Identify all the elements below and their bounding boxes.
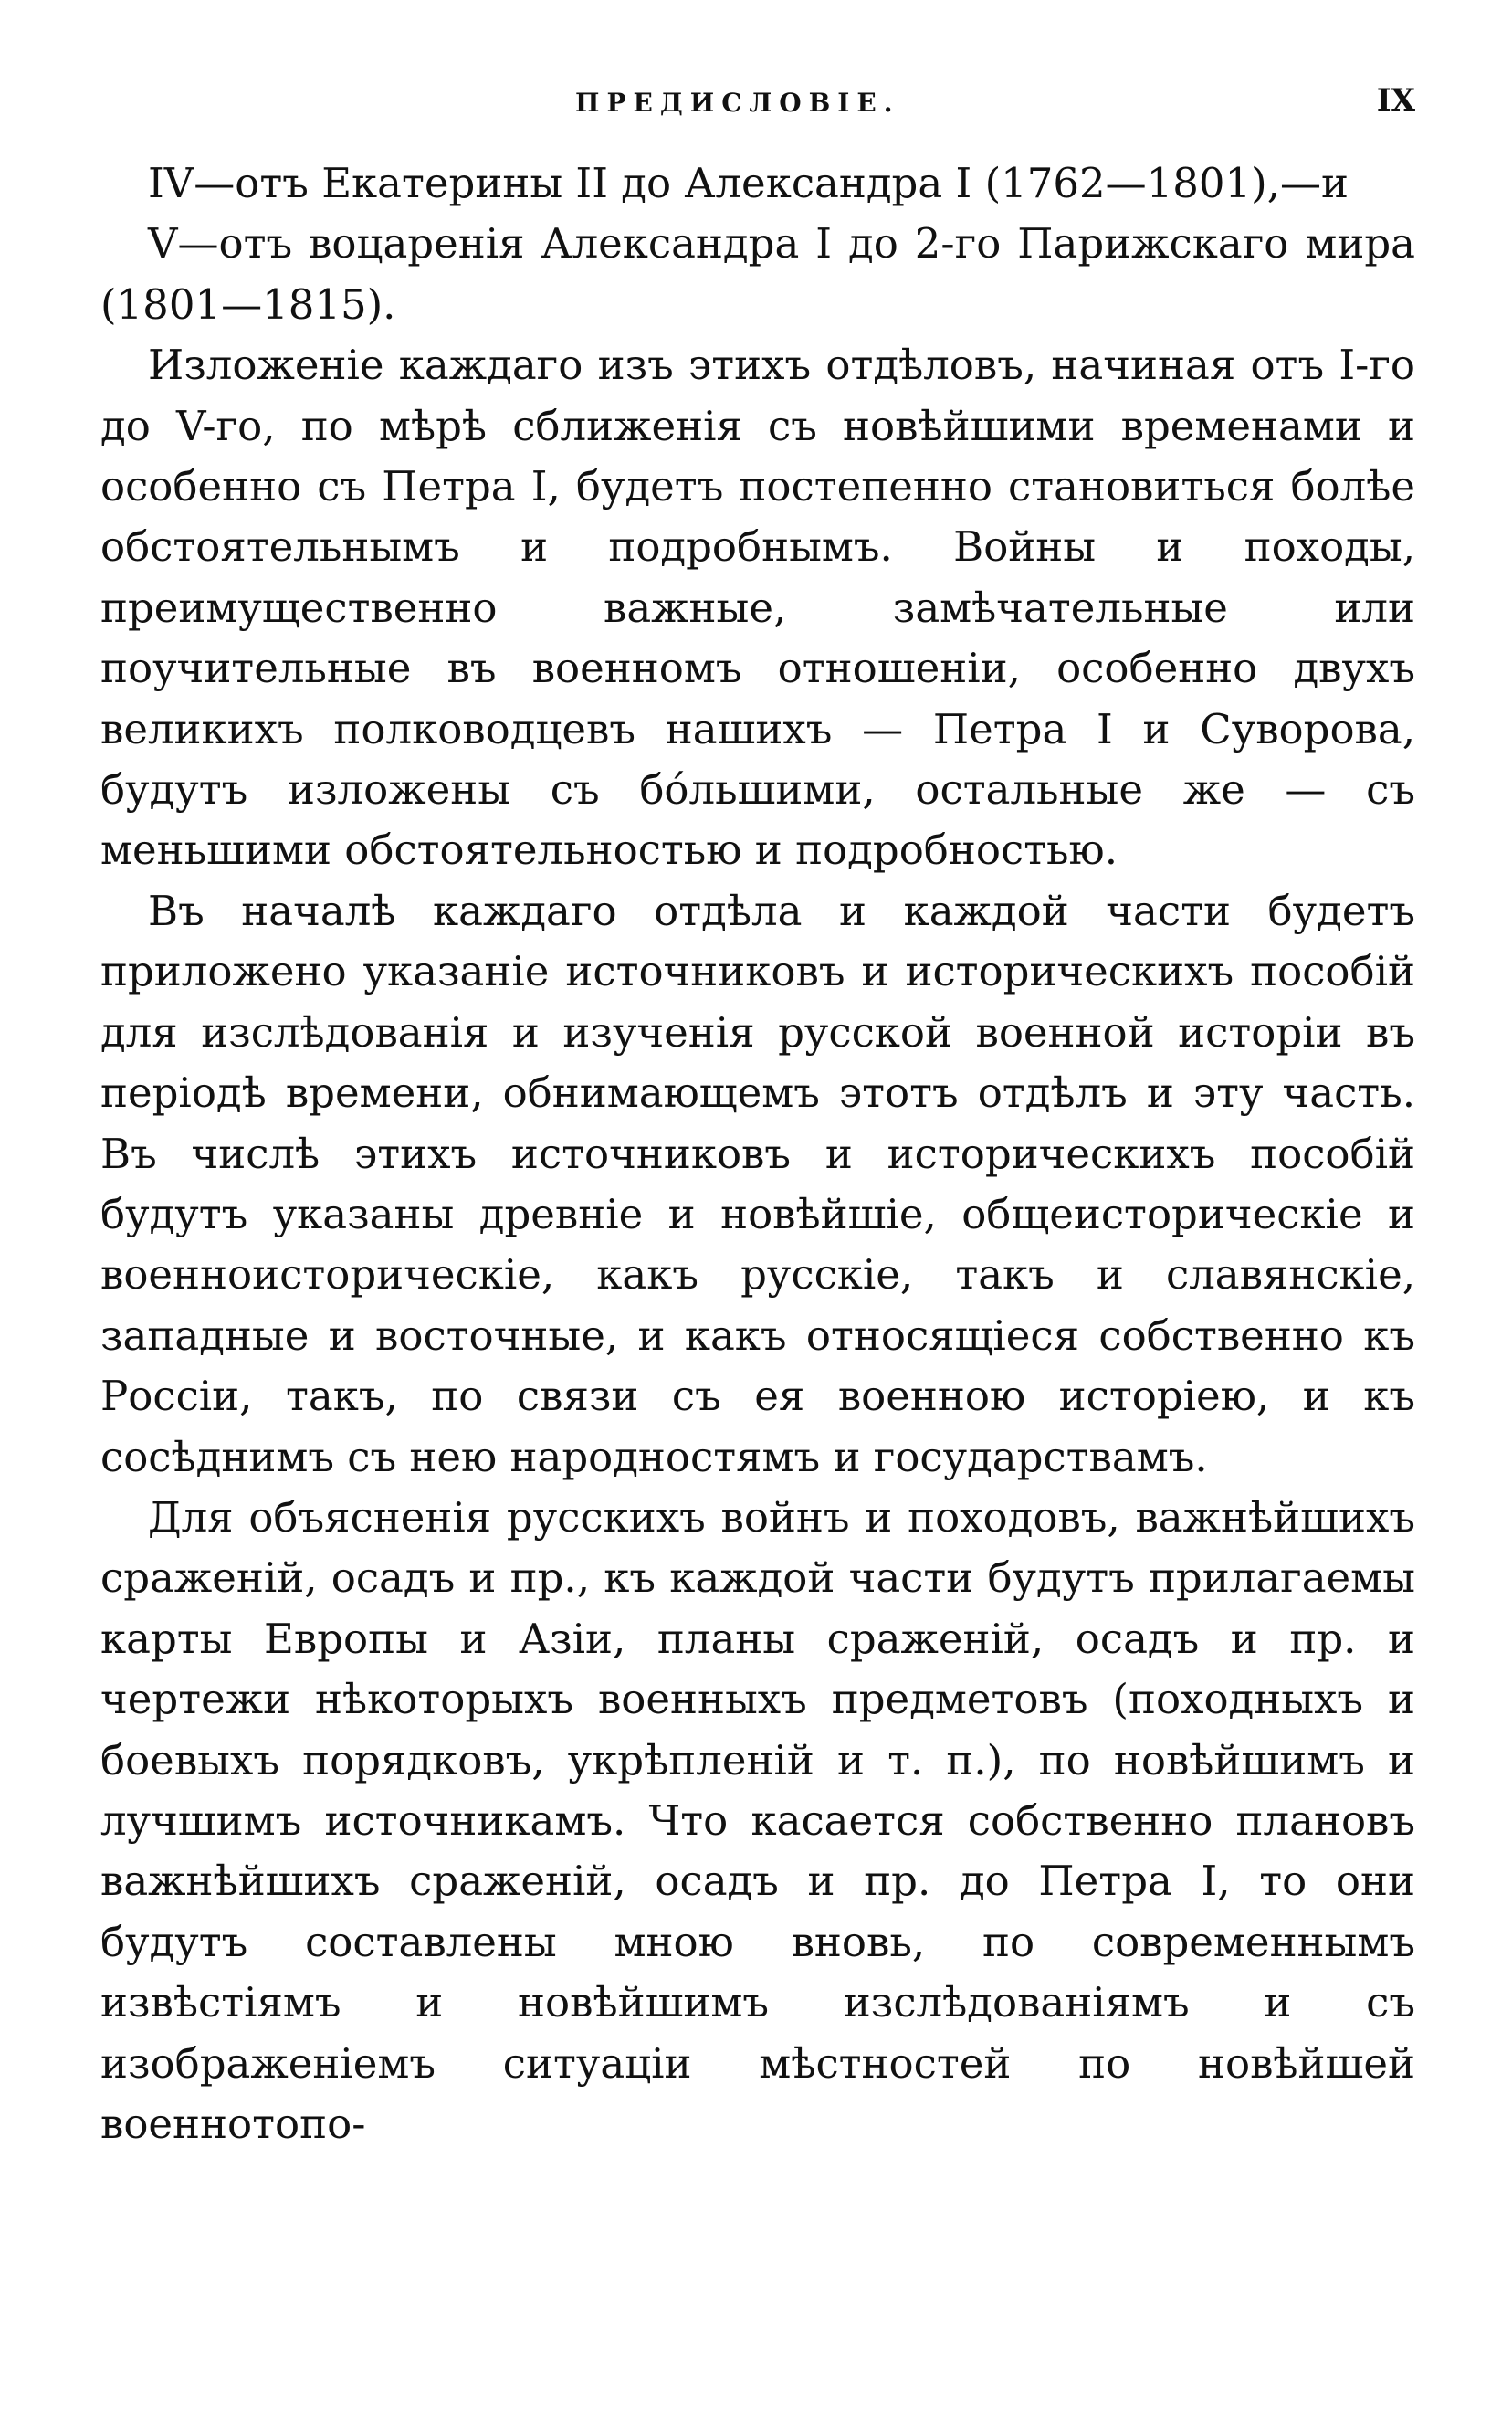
running-title: ПРЕДИСЛОВІЕ. bbox=[575, 88, 900, 118]
paragraph-3: Изложеніе каждаго изъ этихъ отдѣловъ, начиная отъ I-го до V-го, по мѣрѣ сближенія съ новѣйшими временами и особенно съ Петра I, будетъ постепенно становиться болѣе обстоятельнымъ и подробнымъ. Войны и походы, преимущественно важные, замѣчательные или поучительные въ военномъ отношеніи, особенно двухъ великихъ полководцевъ нашихъ — Петра I и Суворова, будутъ изложены съ бо́льшими, остальные же — съ меньшими обстоятельностью и подробностью. bbox=[100, 341, 1415, 875]
paragraph-1: IV—отъ Екатерины II до Александра I (1762—1801),—и bbox=[148, 159, 1349, 207]
paragraph-2: V—отъ воцаренія Александра I до 2-го Парижскаго мира (1801—1815). bbox=[100, 219, 1415, 329]
book-page bbox=[100, 80, 1415, 2382]
paragraph-5: Для объясненія русскихъ войнъ и походовъ, важнѣйшихъ сраженій, осадъ и пр., къ каждой части будутъ прилагаемы карты Европы и Азіи, планы сраженій, осадъ и пр. и чертежи нѣкоторыхъ военныхъ предметовъ (походныхъ и боевыхъ порядковъ, укрѣпленій и т. п.), по новѣйшимъ и лучшимъ источникамъ. Что касается собственно плановъ важнѣйшихъ сраженій, осадъ и пр. до Петра I, то они будутъ составлены мною вновь, по современнымъ извѣстіямъ и новѣйшимъ изслѣдованіямъ и съ изображеніемъ ситуаціи мѣстностей по новѣйшей военнотопо- bbox=[100, 1492, 1415, 2148]
running-head bbox=[100, 80, 1415, 153]
page-number: IX bbox=[1376, 82, 1415, 119]
body-text bbox=[100, 153, 1415, 2154]
paragraph-4: Въ началѣ каждаго отдѣла и каждой части будетъ приложено указаніе источниковъ и историческихъ пособій для изслѣдованія и изученія русской военной исторіи въ періодѣ времени, обнимающемъ этотъ отдѣлъ и эту часть. Въ числѣ этихъ источниковъ и историческихъ пособій будутъ указаны древніе и новѣйшіе, общеисторическіе и военноисторическіе, какъ русскіе, такъ и славянскіе, западные и восточные, и какъ относящіеся собственно къ Россіи, такъ, по связи съ ея военною исторіею, и къ сосѣднимъ съ нею народностямъ и государствамъ. bbox=[100, 886, 1415, 1481]
